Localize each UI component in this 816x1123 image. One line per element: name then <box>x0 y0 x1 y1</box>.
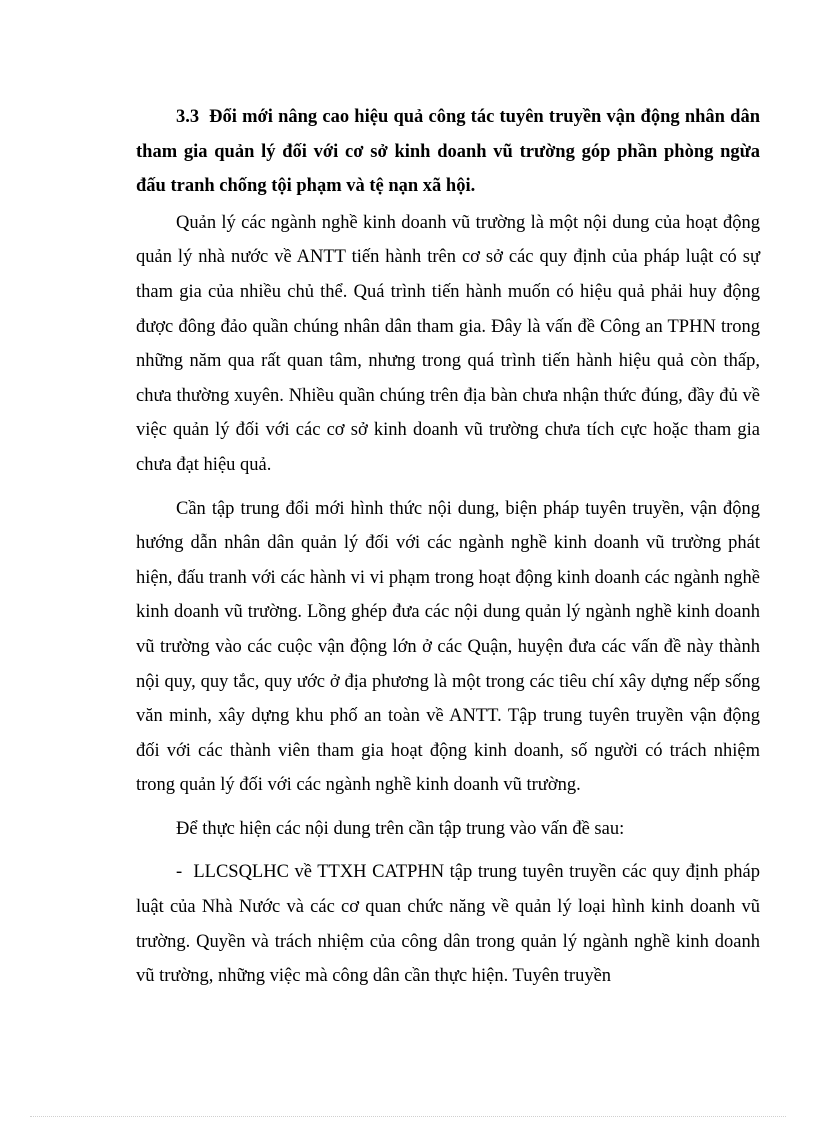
section-number: 3.3 <box>176 107 200 127</box>
section-heading <box>136 100 760 204</box>
dash-item-text: LLCSQLHC về TTXH CATPHN tập trung tuyên truyền các quy định pháp luật của Nhà Nước và các cơ quan chức năng về quản lý loại hình kinh doanh vũ trường. Quyền và trách nhiệm của công dân trong quản lý ngành nghề kinh doanh vũ trường, những việc mà công dân cần thực hiện. Tuyên truyền <box>136 862 761 987</box>
dash-list-item <box>136 855 760 993</box>
page-bottom-divider <box>30 1116 786 1117</box>
paragraph-3: Để thực hiện các nội dung trên cần tập trung vào vấn đề sau: <box>176 818 625 839</box>
paragraph-1: Quản lý các ngành nghề kinh doanh vũ trường là một nội dung của hoạt động quản lý nhà nước về ANTT tiến hành trên cơ sở các quy định của pháp luật có sự tham gia của nhiều chủ thể. Quá trình tiến hành muốn có hiệu quả phải huy động được đông đảo quần chúng nhân dân tham gia. Đây là vấn đề Công an TPHN trong những năm qua rất quan tâm, nhưng trong quá trình tiến hành hiệu quả còn thấp, chưa thường xuyên. Nhiều quần chúng trên địa bàn chưa nhận thức đúng, đầy đủ về việc quản lý đối với các cơ sở kinh doanh vũ trường chưa tích cực hoặc tham gia chưa đạt hiệu quả. <box>136 212 760 475</box>
paragraph-2: Cần tập trung đổi mới hình thức nội dung, biện pháp tuyên truyền, vận động hướng dẫn nhân dân quản lý đối với các ngành nghề kinh doanh vũ trường phát hiện, đấu tranh với các hành vi vi phạm trong hoạt động kinh doanh các ngành nghề kinh doanh vũ trường. Lồng ghép đưa các nội dung quản lý ngành nghề kinh doanh vũ trường vào các cuộc vận động lớn ở các Quận, huyện đưa các vấn đề này thành nội quy, quy tắc, quy ước ở địa phương là một trong các tiêu chí xây dựng nếp sống văn minh, xây dựng khu phố an toàn về ANTT. Tập trung tuyên truyền vận động đối với các thành viên tham gia hoạt động kinh doanh, số người có trách nhiệm trong quản lý đối với các ngành nghề kinh doanh vũ trường. <box>136 498 760 796</box>
document-body <box>136 100 760 994</box>
section-title: Đổi mới nâng cao hiệu quả công tác tuyên truyền vận động nhân dân tham gia quản lý đối với cơ sở kinh doanh vũ trường góp phần phòng ngừa đấu tranh chống tội phạm và tệ nạn xã hội. <box>136 107 760 197</box>
dash-marker: - <box>176 862 183 883</box>
